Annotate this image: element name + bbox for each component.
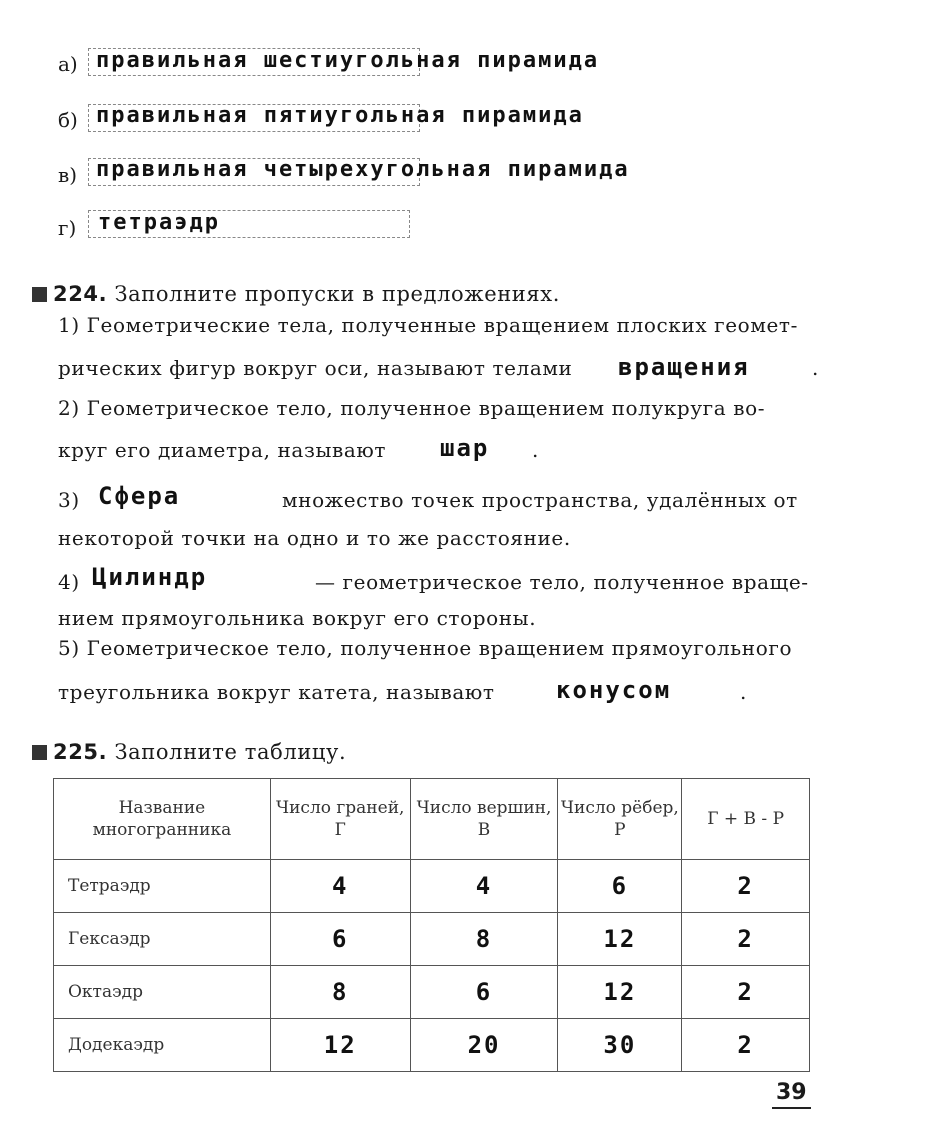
sentence-2-line-2: круг его диаметра, называют bbox=[58, 438, 387, 462]
vertices-value: 8 bbox=[410, 913, 558, 966]
handwritten-answer: правильная шестиугольная пирамида bbox=[96, 48, 600, 73]
header-edges: Число рёбер, Р bbox=[558, 779, 682, 860]
faces-value: 4 bbox=[270, 860, 410, 913]
sentence-4-line-1: — геометрическое тело, полученное враще- bbox=[315, 570, 809, 594]
table-header-row bbox=[54, 779, 810, 860]
handwritten-answer: правильная четырехугольная пирамида bbox=[96, 157, 630, 182]
table-row bbox=[54, 966, 810, 1019]
polyhedron-name: Тетраэдр bbox=[54, 860, 271, 913]
faces-value: 12 bbox=[270, 1019, 410, 1072]
polyhedron-name: Гексаэдр bbox=[54, 913, 271, 966]
sentence-3-prefix: 3) bbox=[58, 488, 80, 512]
formula-value: 2 bbox=[682, 966, 810, 1019]
exercise-225-heading bbox=[32, 740, 346, 764]
polyhedron-name: Додекаэдр bbox=[54, 1019, 271, 1072]
edges-value: 12 bbox=[558, 913, 682, 966]
table-row bbox=[54, 1019, 810, 1072]
row-label: б) bbox=[58, 108, 78, 132]
polyhedron-name: Октаэдр bbox=[54, 966, 271, 1019]
edges-value: 30 bbox=[558, 1019, 682, 1072]
vertices-value: 4 bbox=[410, 860, 558, 913]
header-faces: Число граней, Г bbox=[270, 779, 410, 860]
sentence-1-line-1: 1) Геометрические тела, полученные вращением плоских геомет- bbox=[58, 313, 798, 337]
header-formula: Г + В - Р bbox=[682, 779, 810, 860]
page-number: 39 bbox=[772, 1080, 811, 1109]
formula-value: 2 bbox=[682, 860, 810, 913]
row-label: а) bbox=[58, 52, 78, 76]
sentence-2-line-1: 2) Геометрическое тело, полученное вращением полукруга во- bbox=[58, 396, 766, 420]
sentence-3-line-2: некоторой точки на одно и то же расстояние. bbox=[58, 526, 571, 550]
vertices-value: 20 bbox=[410, 1019, 558, 1072]
handwritten-answer: правильная пятиугольная пирамида bbox=[96, 103, 584, 128]
faces-value: 6 bbox=[270, 913, 410, 966]
row-label: г) bbox=[58, 216, 77, 240]
period: . bbox=[532, 438, 539, 462]
handwritten-answer: вращения bbox=[618, 353, 750, 381]
exercise-224-heading bbox=[32, 282, 560, 306]
exercise-number: 224. bbox=[53, 282, 108, 306]
polyhedra-table bbox=[53, 778, 810, 1072]
exercise-title: Заполните таблицу. bbox=[114, 740, 347, 764]
sentence-1-line-2: рических фигур вокруг оси, называют телами bbox=[58, 356, 573, 380]
header-name: Название многогранника bbox=[54, 779, 271, 860]
edges-value: 12 bbox=[558, 966, 682, 1019]
handwritten-answer: шар bbox=[440, 434, 490, 462]
handwritten-answer: Сфера bbox=[98, 482, 181, 510]
handwritten-answer: тетраэдр bbox=[98, 210, 220, 235]
sentence-5-line-2: треугольника вокруг катета, называют bbox=[58, 680, 495, 704]
handwritten-answer: Цилиндр bbox=[92, 563, 208, 591]
period: . bbox=[812, 356, 819, 380]
exercise-title: Заполните пропуски в предложениях. bbox=[114, 282, 560, 306]
formula-value: 2 bbox=[682, 913, 810, 966]
sentence-4-prefix: 4) bbox=[58, 570, 80, 594]
table-row bbox=[54, 913, 810, 966]
sentence-3-line-1: множество точек пространства, удалённых от bbox=[282, 488, 798, 512]
exercise-number: 225. bbox=[53, 740, 108, 764]
sentence-4-line-2: нием прямоугольника вокруг его стороны. bbox=[58, 606, 537, 630]
sentence-5-line-1: 5) Геометрическое тело, полученное вращением прямоугольного bbox=[58, 636, 793, 660]
edges-value: 6 bbox=[558, 860, 682, 913]
vertices-value: 6 bbox=[410, 966, 558, 1019]
period: . bbox=[740, 680, 747, 704]
row-label: в) bbox=[58, 163, 78, 187]
table-row bbox=[54, 860, 810, 913]
exercise-marker-icon bbox=[32, 745, 47, 760]
faces-value: 8 bbox=[270, 966, 410, 1019]
exercise-marker-icon bbox=[32, 287, 47, 302]
header-vertices: Число вершин, В bbox=[410, 779, 558, 860]
formula-value: 2 bbox=[682, 1019, 810, 1072]
handwritten-answer: конусом bbox=[556, 676, 672, 704]
